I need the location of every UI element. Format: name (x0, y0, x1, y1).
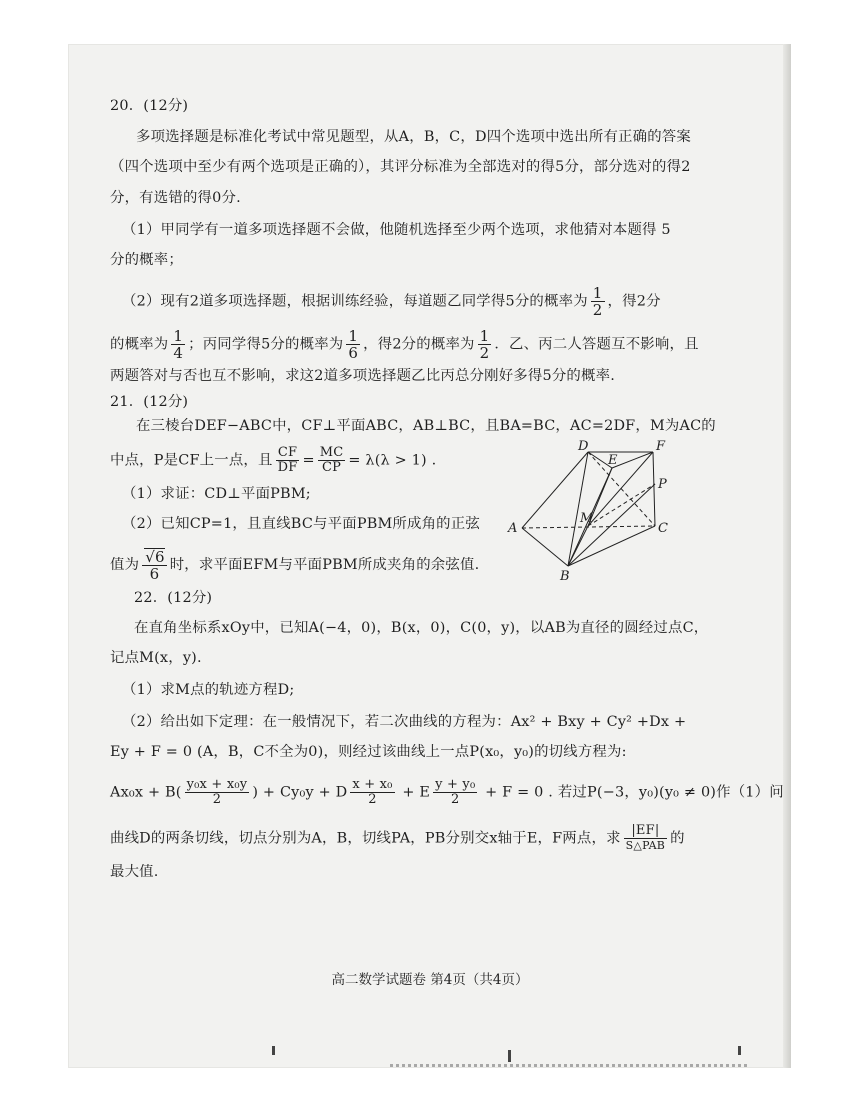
fraction-cf-df (276, 446, 300, 475)
fraction-numerator: MC (319, 445, 344, 460)
q20-part1-line2: 分的概率； (110, 252, 183, 268)
q20-part2-line3: 两题答对与否也互不影响，求这2道多项选择题乙比丙总分刚好多得5分的概率. (110, 368, 615, 384)
q20-intro-2: （四个选项中至少有两个选项是正确的），其评分标准为全部选对的得5分，部分选对的得2 (110, 159, 691, 175)
q21-part2-line2 (110, 548, 479, 582)
fraction-numerator: 1 (348, 327, 359, 345)
q20-intro-1: 多项选择题是标准化考试中常见题型，从A，B，C，D四个选项中选出所有正确的答案 (136, 129, 691, 145)
q20-intro-3: 分，有选错的得0分. (110, 190, 241, 206)
fraction-numerator: |EF| (624, 824, 667, 839)
q21-line2 (110, 446, 436, 475)
fraction-denominator: 2 (212, 792, 222, 807)
fraction-numerator (142, 548, 167, 566)
q22-part2-line1: （2）给出如下定理：在一般情况下，若二次曲线的方程为：Ax² + Bxy + Cy² +Dx + (122, 714, 687, 730)
q22-part2-ask: 曲线D的两条切线，切点分别为A，B，切线PA，PB分别交x轴于E，F两点，求 (110, 830, 621, 847)
q22-part2-suffix: 的 (670, 830, 685, 847)
tangent-eq-part4: + F = 0 . 若过P(−3，y₀)(y₀ ≠ 0)作（1）问 (480, 784, 784, 801)
fraction-denominator: 6 (149, 565, 160, 583)
q20-part2-text-b: ，得2分 (607, 293, 661, 310)
scan-mark-left (272, 1046, 275, 1055)
fraction-numerator: x + x₀ (352, 777, 393, 792)
q22-line2: 记点M(x，y). (110, 650, 202, 666)
fraction-denominator: 2 (479, 344, 490, 362)
segment-mp-dashed (588, 484, 655, 526)
q20-part1-line1: （1）甲同学有一道多项选择题不会做，他随机选择至少两个选项，求他猜对本题得 5 (122, 222, 671, 238)
fraction-numerator: 1 (173, 327, 184, 345)
q21-header: 21．(12分) (110, 394, 189, 410)
q20-part2-text-f: ．乙、丙二人答题互不影响，且 (494, 336, 699, 353)
edge-fc (653, 452, 655, 526)
q21-part2-line1: （2）已知CP=1，且直线BC与平面PBM所成角的正弦 (122, 516, 480, 532)
q21-line2-lambda: = λ(λ > 1) . (348, 452, 437, 469)
label-a: A (508, 521, 518, 536)
tangent-eq-part1: Ax₀x + B( (110, 784, 182, 801)
edge-ad (522, 452, 588, 528)
fraction-one-quarter (171, 328, 185, 361)
q21-part1: （1）求证：CD⊥平面PBM; (122, 486, 311, 502)
scan-border-noise (390, 1064, 750, 1067)
fraction-ef-over-area (624, 824, 667, 853)
q21-line1: 在三棱台DEF−ABC中，CF⊥平面ABC，AB⊥BC，且BA=BC，AC=2DF，M为AC的 (136, 418, 716, 434)
q22-part2-line4 (110, 824, 685, 853)
fraction-denominator: 2 (450, 792, 460, 807)
segment-bm (568, 526, 588, 566)
q22-line1: 在直角坐标系xOy中，已知A(−4，0)，B(x，0)，C(0，y)，以AB为直径的圆经过点C， (134, 620, 709, 636)
fraction-numerator: 1 (592, 284, 603, 302)
q21-part2-ask: 时，求平面EFM与平面PBM所成夹角的余弦值. (169, 557, 480, 573)
tangent-eq-part2: ) + Cy₀y + D (252, 784, 348, 801)
fraction-numerator: CF (276, 446, 300, 461)
q20-part2-text-a: （2）现有2道多项选择题，根据训练经验，每道题乙同学得5分的概率为 (122, 293, 588, 310)
q20-part2-line1 (122, 285, 661, 318)
label-b: B (560, 569, 570, 584)
fraction-denominator: 4 (173, 344, 184, 362)
fraction-denominator: 2 (368, 792, 377, 807)
page-footer: 高二数学试题卷 第4页（共4页） (331, 972, 529, 988)
sqrt-six: √6 (145, 548, 165, 566)
q20-part2-text-e: ，得2分的概率为 (363, 336, 475, 353)
fraction-denominator: 6 (348, 344, 359, 362)
fraction-denominator: CP (322, 460, 342, 475)
q20-part2-text-c: 的概率为 (110, 336, 169, 353)
label-f: F (656, 439, 666, 454)
q22-part1: （1）求M点的轨迹方程D; (122, 682, 295, 698)
edge-ab (522, 528, 568, 566)
fraction-mc-cp (318, 446, 346, 475)
fraction-sqrt6-over-6 (142, 548, 167, 582)
fraction-y0x-x0y (185, 778, 250, 807)
fraction-numerator: y + y₀ (435, 777, 476, 792)
label-p: P (658, 477, 667, 492)
frustum-figure (500, 432, 680, 584)
segment-bd (568, 452, 588, 566)
edge-bc (568, 526, 655, 566)
fraction-y-y0 (433, 778, 477, 807)
fraction-denominator: DF (277, 460, 298, 475)
fraction-denominator: 2 (592, 301, 603, 319)
q21-part2-text: 值为 (110, 557, 140, 573)
scan-mark-right (738, 1046, 741, 1055)
fraction-numerator: 1 (479, 327, 490, 345)
fraction-numerator: y₀x + x₀y (186, 777, 248, 792)
label-m: M (580, 511, 594, 526)
segment-ac-dashed (522, 526, 655, 528)
label-e: E (608, 453, 618, 468)
q22-header: 22．(12分) (134, 590, 213, 606)
q20-header: 20．(12分) (110, 98, 189, 114)
q22-part2-line2: Ey + F = 0 (A，B，C不全为0)，则经过该曲线上一点P(x₀，y₀)的切线方程为: (110, 744, 627, 760)
fraction-one-half-b (478, 328, 492, 361)
fraction-x-x0 (350, 778, 394, 807)
edge-ef (612, 452, 653, 468)
q20-part2-line2 (110, 328, 699, 361)
scan-mark-center (508, 1050, 511, 1062)
fraction-one-half (591, 285, 605, 318)
label-d: D (578, 439, 589, 454)
tangent-eq-part3: + E (397, 784, 431, 801)
q20-part2-text-d: ；丙同学得5分的概率为 (188, 336, 344, 353)
q21-line2-text: 中点，P是CF上一点，且 (110, 452, 273, 469)
fraction-one-sixth (346, 328, 360, 361)
label-c: C (658, 521, 668, 536)
q22-part2-line5: 最大值. (110, 864, 159, 880)
fraction-denominator: S△PAB (625, 839, 666, 852)
q22-part2-line3 (110, 778, 784, 807)
equals-sign: = (302, 452, 315, 469)
